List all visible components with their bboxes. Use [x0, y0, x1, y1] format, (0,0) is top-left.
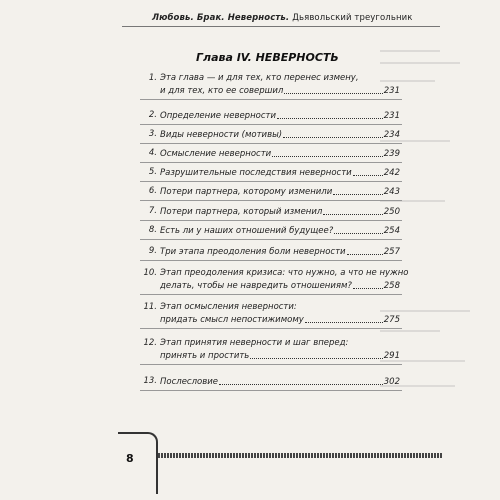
toc-item[interactable]: [160, 129, 400, 140]
toc-item-title: Определение неверности: [160, 111, 276, 121]
toc-page-number: 234: [383, 130, 400, 140]
toc-item-number: 11.: [143, 302, 157, 312]
toc-item-number: 13.: [143, 376, 157, 386]
toc-item-title: Этап принятия неверности и шаг вперед:: [160, 338, 349, 348]
toc-item[interactable]: [160, 186, 400, 197]
header-title: [152, 13, 412, 23]
page-number-frame: [118, 432, 158, 494]
leader-dots: [219, 384, 383, 385]
toc-page-number: 302: [383, 377, 400, 387]
toc-item[interactable]: [160, 110, 400, 121]
toc-item-title: Потери партнера, который изменил: [160, 207, 323, 217]
toc-item-title: Три этапа преодоления боли неверности: [160, 247, 346, 257]
toc-item-title: и для тех, кто ее совершил: [160, 86, 284, 96]
running-header: [122, 10, 440, 27]
toc-page-number: 242: [383, 168, 400, 178]
toc-separator: [140, 390, 402, 391]
header-subtitle: Дьявольский треугольник: [292, 13, 413, 23]
toc-item-number: 4.: [148, 148, 157, 158]
toc-item-number: 3.: [148, 129, 157, 139]
leader-dots: [347, 254, 383, 255]
leader-dots: [272, 156, 383, 157]
toc-page-number: 291: [383, 351, 400, 361]
toc-item-title: Есть ли у наших отношений будущее?: [160, 226, 334, 236]
toc-item-title: Разрушительные последствия неверности: [160, 168, 352, 178]
toc-item[interactable]: [160, 225, 400, 236]
leader-dots: [250, 358, 382, 359]
toc-item[interactable]: [160, 206, 400, 217]
footer-rule: [158, 453, 443, 458]
toc-item[interactable]: [160, 280, 400, 291]
toc-page-number: 250: [383, 207, 400, 217]
leader-dots: [305, 322, 383, 323]
header-book-title: Любовь. Брак. Неверность.: [152, 13, 290, 23]
toc-page-number: 254: [383, 226, 400, 236]
toc-item-number: 8.: [148, 225, 157, 235]
toc-page-number: 258: [383, 281, 400, 291]
toc-separator: [140, 181, 402, 182]
toc-separator: [140, 294, 402, 295]
toc-item[interactable]: [160, 167, 400, 178]
chapter-title: Глава IV. НЕВЕРНОСТЬ: [196, 51, 339, 64]
toc-item[interactable]: [160, 350, 400, 361]
toc-item-number: 6.: [148, 186, 157, 196]
toc-page-number: 243: [383, 187, 400, 197]
toc-item-title: Потери партнера, которому изменили: [160, 187, 333, 197]
toc-separator: [140, 364, 402, 365]
toc-item-title: Послесловие: [160, 377, 218, 387]
leader-dots: [283, 137, 383, 138]
toc-item[interactable]: [160, 314, 400, 325]
toc-item-title: Этап преодоления кризиса: что нужно, а что не нужно: [160, 268, 409, 278]
toc-item-title: Виды неверности (мотивы): [160, 130, 283, 140]
toc-item[interactable]: [160, 148, 400, 159]
toc-item[interactable]: [160, 246, 400, 257]
leader-dots: [334, 233, 382, 234]
toc-separator: [140, 99, 402, 100]
toc-item-number: 7.: [148, 206, 157, 216]
toc-page-number: 275: [383, 315, 400, 325]
toc-item-title: Этап осмысления неверности:: [160, 302, 297, 312]
toc-item-title: делать, чтобы не навредить отношениям?: [160, 281, 352, 291]
toc-separator: [140, 143, 402, 144]
toc-separator: [140, 162, 402, 163]
leader-dots: [353, 175, 383, 176]
toc-item-number: 1.: [148, 73, 157, 83]
leader-dots: [323, 214, 382, 215]
page-number: 8: [126, 452, 134, 465]
leader-dots: [284, 93, 382, 94]
toc-separator: [140, 220, 402, 221]
toc-item-title: Осмысление неверности: [160, 149, 272, 159]
toc-item-title: Эта глава — и для тех, кто перенес измену,: [160, 73, 359, 83]
toc-separator: [140, 328, 402, 329]
toc-separator: [140, 260, 402, 261]
toc-item-number: 5.: [148, 167, 157, 177]
leader-dots: [277, 118, 383, 119]
toc-item-title: придать смысл непостижимому: [160, 315, 304, 325]
toc-item[interactable]: [160, 85, 400, 96]
toc-separator: [140, 124, 402, 125]
leader-dots: [333, 194, 383, 195]
toc-item-number: 12.: [143, 338, 157, 348]
toc-item-number: 2.: [148, 110, 157, 120]
toc-separator: [140, 239, 402, 240]
toc-page-number: 231: [383, 86, 400, 96]
toc-separator: [140, 200, 402, 201]
toc-item-number: 9.: [148, 246, 157, 256]
toc-item-number: 10.: [143, 268, 157, 278]
toc-page-number: 257: [383, 247, 400, 257]
toc-item[interactable]: [160, 376, 400, 387]
toc-page-number: 231: [383, 111, 400, 121]
toc-page-number: 239: [383, 149, 400, 159]
toc-item-title: принять и простить: [160, 351, 250, 361]
leader-dots: [353, 288, 383, 289]
